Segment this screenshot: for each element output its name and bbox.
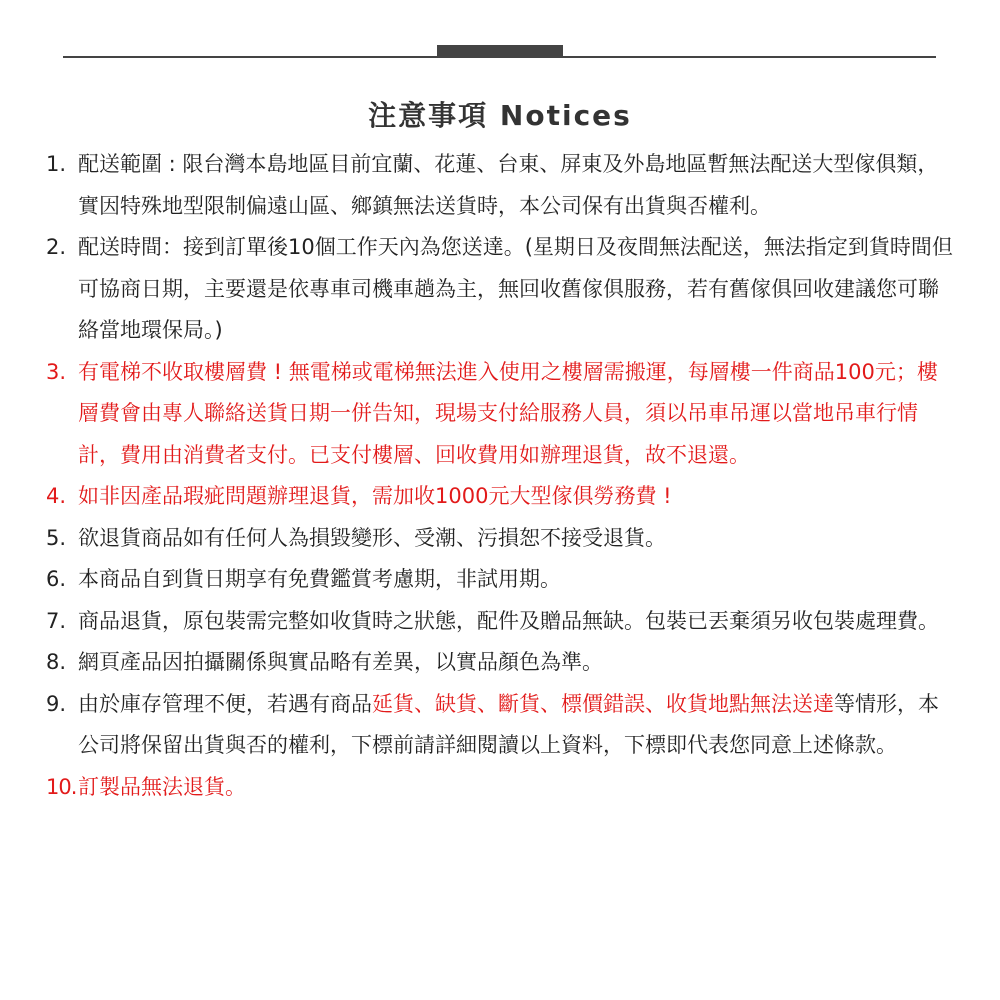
notice-text: 如非因產品瑕疵問題辦理退貨，需加收1000元大型傢俱勞務費 ! [78, 484, 672, 508]
notice-number: 2. [46, 235, 67, 259]
notice-number: 10. [46, 774, 77, 799]
notice-number: 4. [46, 484, 67, 508]
notice-number: 1. [46, 152, 67, 176]
notice-text: 商品退貨，原包裝需完整如收貨時之狀態，配件及贈品無缺。包裝已丟棄須另收包裝處理費。 [78, 608, 939, 633]
notice-item-5 [46, 518, 958, 560]
notice-text: 有電梯不收取樓層費 ! 無電梯或電梯無法進入使用之樓層需搬運，每層樓一件商品100元；樓層費會由專人聯絡送貨日期一併告知，現場支付給服務人員，須以吊車吊運以當地吊車行情計，費用由消費者支付。已支付樓層、回收費用如辦理退貨，故不退還。 [78, 359, 938, 467]
notice-text-part: 由於庫存管理不便，若遇有商品 [78, 691, 372, 716]
top-divider-line [63, 56, 936, 58]
notice-item-10 [46, 767, 958, 809]
notice-number: 8. [46, 650, 67, 674]
notice-item-1 [46, 144, 958, 227]
notice-number: 5. [46, 525, 67, 550]
notice-text [78, 684, 958, 767]
notice-text: 配送範圍 : 限台灣本島地區目前宜蘭、花蓮、台東、屏東及外島地區暫無法配送大型傢俱類，實因特殊地型限制偏遠山區、鄉鎮無法送貨時，本公司保有出貨與否權利。 [78, 152, 939, 218]
notice-item-8 [46, 642, 958, 684]
notice-text: 配送時間：接到訂單後10個工作天內為您送達。(星期日及夜間無法配送，無法指定到貨時間但可協商日期，主要還是依專車司機車趟為主，無回收舊傢俱服務，若有舊傢俱回收建議您可聯絡當地環保局。) [78, 235, 953, 342]
notices-list [46, 144, 958, 808]
notice-text: 訂製品無法退貨。 [78, 774, 246, 799]
notice-text-highlight: 延貨、缺貨、斷貨、標價錯誤、收貨地點無法送達 [372, 691, 834, 716]
notice-item-4 [46, 476, 958, 518]
notice-number: 9. [46, 691, 67, 716]
notice-item-9 [46, 684, 958, 767]
page-title: 注意事項 Notices [368, 98, 632, 132]
notice-number: 7. [46, 608, 67, 633]
notice-number: 3. [46, 359, 67, 384]
notice-item-7 [46, 601, 958, 643]
notice-item-2 [46, 227, 958, 352]
notice-number: 6. [46, 567, 67, 591]
notice-text: 欲退貨商品如有任何人為損毀變形、受潮、污損恕不接受退貨。 [78, 525, 666, 550]
notice-text: 網頁產品因拍攝關係與實品略有差異，以實品顏色為準。 [78, 650, 603, 674]
notice-item-6 [46, 559, 958, 601]
notice-text: 本商品自到貨日期享有免費鑑賞考慮期，非試用期。 [78, 567, 561, 591]
notice-text-part: 等情形，本公司將保留出貨與否的權利，下標前請詳細閱讀以上資料，下標即代表您同意上述條款。 [78, 691, 939, 757]
notice-item-3 [46, 352, 958, 477]
top-divider-tab [437, 45, 563, 56]
